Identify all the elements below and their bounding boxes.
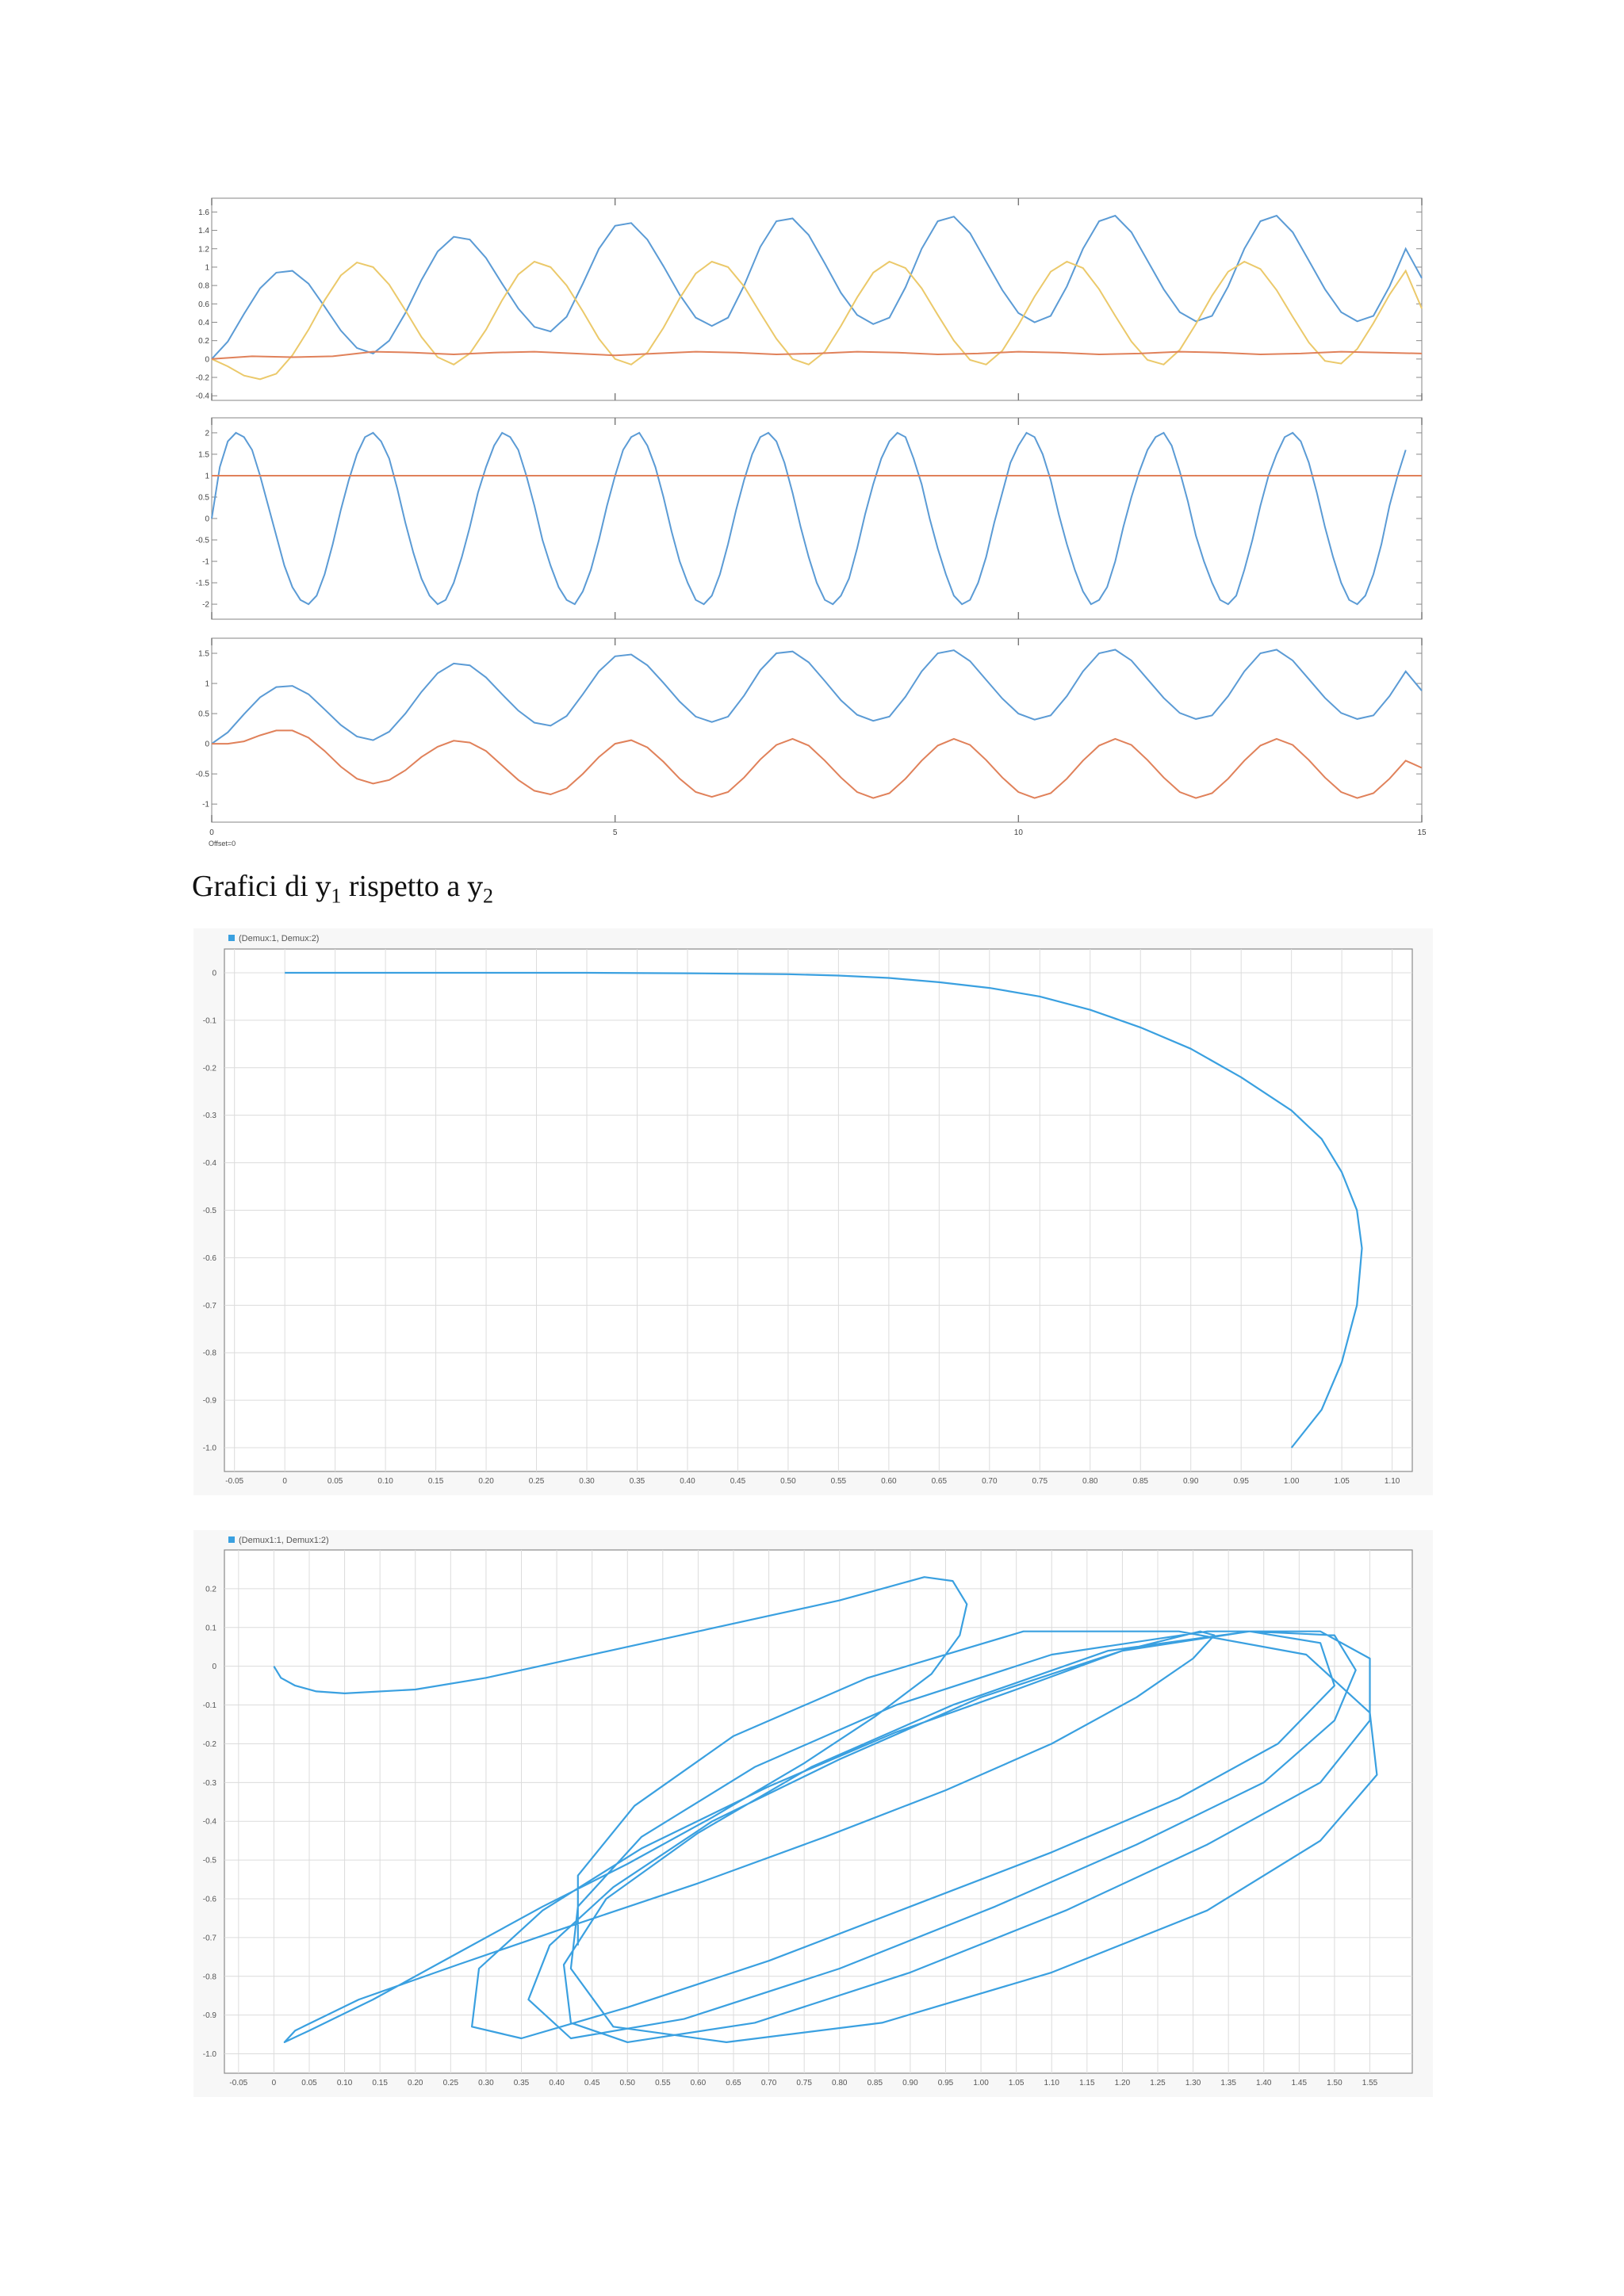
section-caption xyxy=(192,869,493,909)
x-tick-label: 1.10 xyxy=(1044,2079,1059,2087)
y-tick-label: 0 xyxy=(205,740,209,749)
y-tick-label: -0.7 xyxy=(202,1934,216,1943)
legend-swatch xyxy=(228,935,235,941)
y-tick-label: 1.6 xyxy=(198,208,209,217)
x-tick-label: -0.05 xyxy=(225,1477,244,1486)
x-tick-label: 10 xyxy=(1013,828,1023,837)
y-tick-label: -0.4 xyxy=(195,392,209,401)
x-tick-label: 0.70 xyxy=(760,2079,777,2087)
legend-label: (Demux:1, Demux:2) xyxy=(239,934,320,943)
x-tick-label: 0.95 xyxy=(1233,1477,1249,1486)
y-tick-label: 2 xyxy=(205,429,209,438)
x-tick-label: 0.85 xyxy=(1132,1477,1148,1486)
x-tick-label: 0.35 xyxy=(629,1477,645,1486)
y-tick-label: -1 xyxy=(202,800,209,809)
x-tick-label: 0.35 xyxy=(513,2079,530,2087)
x-tick-label: 1.55 xyxy=(1362,2079,1378,2087)
y-tick-label: -0.4 xyxy=(202,1159,216,1169)
x-tick-label: 0.90 xyxy=(902,2079,918,2087)
x-tick-label: 1.05 xyxy=(1334,1477,1350,1486)
y-tick-label: -0.2 xyxy=(202,1064,216,1073)
caption-prefix: Grafici di xyxy=(192,870,316,903)
x-tick-label: 1.50 xyxy=(1327,2079,1342,2087)
caption-var-1: y xyxy=(316,871,331,903)
x-tick-label: 5 xyxy=(612,828,618,837)
xy-graph-demux1-svg xyxy=(193,1530,1433,2097)
y-tick-label: -0.4 xyxy=(202,1817,216,1827)
scope-panel-frame xyxy=(212,198,1422,400)
y-tick-label: -0.3 xyxy=(202,1778,216,1788)
caption-var-2: y xyxy=(467,871,483,903)
x-tick-label: 1.25 xyxy=(1150,2079,1166,2087)
y-tick-label: 1 xyxy=(205,679,209,689)
x-tick-label: 0.30 xyxy=(579,1477,595,1486)
x-tick-label: 0.20 xyxy=(478,1477,494,1486)
x-tick-label: 1.40 xyxy=(1256,2079,1272,2087)
y-tick-label: 0 xyxy=(205,515,209,524)
y-tick-label: -1.0 xyxy=(202,1444,216,1453)
x-tick-label: 0.70 xyxy=(982,1477,998,1486)
x-tick-label: 1.00 xyxy=(1283,1477,1300,1486)
x-tick-label: 1.10 xyxy=(1384,1477,1400,1486)
y-tick-label: -0.5 xyxy=(195,536,209,545)
y-tick-label: 0.4 xyxy=(198,318,209,327)
x-tick-label: 1.00 xyxy=(973,2079,989,2087)
y-tick-label: 1.2 xyxy=(198,245,209,254)
x-tick-label: 1.45 xyxy=(1291,2079,1308,2087)
x-tick-label: 1.35 xyxy=(1220,2079,1236,2087)
x-tick-label: 1.05 xyxy=(1008,2079,1025,2087)
y-tick-label: -0.9 xyxy=(202,1396,216,1406)
x-tick-label: -0.05 xyxy=(229,2079,248,2087)
x-tick-label: 1.30 xyxy=(1185,2079,1201,2087)
y-tick-label: 0.1 xyxy=(205,1624,216,1633)
y-tick-label: -0.9 xyxy=(202,2011,216,2021)
plot-area xyxy=(224,1550,1412,2073)
x-tick-label: 0.65 xyxy=(931,1477,948,1486)
y-tick-label: -1 xyxy=(202,557,209,567)
x-tick-label: 0.15 xyxy=(427,1477,444,1486)
y-tick-label: -1.0 xyxy=(202,2050,216,2060)
x-tick-label: 0.40 xyxy=(680,1477,695,1486)
y-tick-label: -0.8 xyxy=(202,1973,216,1982)
y-tick-label: 1 xyxy=(205,472,209,481)
y-tick-label: 0.2 xyxy=(198,337,209,346)
y-tick-label: -0.5 xyxy=(195,770,209,779)
x-tick-label: 0.55 xyxy=(830,1477,847,1486)
y-tick-label: 1.4 xyxy=(198,227,209,236)
x-tick-label: 0.55 xyxy=(655,2079,671,2087)
x-tick-label: 0.45 xyxy=(730,1477,746,1486)
caption-sub-2: 2 xyxy=(482,884,493,908)
x-tick-label: 0.65 xyxy=(726,2079,741,2087)
y-tick-label: 0.8 xyxy=(198,281,209,291)
y-tick-label: -0.5 xyxy=(202,1856,216,1866)
x-tick-label: 0.80 xyxy=(832,2079,848,2087)
x-tick-label: 15 xyxy=(1417,828,1427,837)
legend-label: (Demux1:1, Demux1:2) xyxy=(239,1536,329,1545)
scope-panel-frame xyxy=(212,638,1422,822)
y-tick-label: -0.6 xyxy=(202,1253,216,1263)
legend-swatch xyxy=(228,1536,235,1543)
x-tick-label: 0 xyxy=(282,1477,287,1486)
x-tick-label: 0.80 xyxy=(1082,1477,1098,1486)
x-tick-label: 0.75 xyxy=(796,2079,812,2087)
x-tick-label: 0.60 xyxy=(881,1477,897,1486)
x-tick-label: 0.50 xyxy=(780,1477,796,1486)
caption-middle: rispetto a xyxy=(341,870,468,903)
y-tick-label: 1.5 xyxy=(198,649,209,659)
x-tick-label: 1.20 xyxy=(1114,2079,1131,2087)
y-tick-label: 0.5 xyxy=(198,493,209,503)
x-tick-label: 1.15 xyxy=(1079,2079,1095,2087)
y-tick-label: -0.8 xyxy=(202,1349,216,1358)
time-scope-chart xyxy=(195,194,1435,868)
y-tick-label: 0.5 xyxy=(198,710,209,719)
xy-graph-demux1 xyxy=(193,1530,1433,2097)
x-tick-label: 0.30 xyxy=(478,2079,494,2087)
x-tick-label: 0.25 xyxy=(442,2079,459,2087)
x-tick-label: 0.45 xyxy=(584,2079,600,2087)
x-tick-label: 0 xyxy=(271,2079,277,2087)
y-tick-label: -0.2 xyxy=(202,1739,216,1749)
x-tick-label: 0.10 xyxy=(336,2079,353,2087)
x-tick-label: 0.05 xyxy=(301,2079,317,2087)
x-tick-label: 0.90 xyxy=(1182,1477,1199,1486)
xy-graph-demux xyxy=(193,928,1433,1495)
y-tick-label: 0 xyxy=(205,355,209,365)
x-tick-label: 0.25 xyxy=(528,1477,545,1486)
x-tick-label: 0.40 xyxy=(549,2079,565,2087)
y-tick-label: 0.6 xyxy=(198,300,209,309)
y-tick-label: -0.1 xyxy=(202,1016,216,1026)
y-tick-label: 0 xyxy=(212,969,216,978)
x-tick-label: 0.60 xyxy=(690,2079,707,2087)
x-tick-label: 0.10 xyxy=(377,1477,393,1486)
scope-panel-frame xyxy=(212,418,1422,619)
y-tick-label: -0.6 xyxy=(202,1895,216,1904)
x-tick-label: 0.85 xyxy=(867,2079,883,2087)
x-tick-label: 0.05 xyxy=(327,1477,343,1486)
y-tick-label: 1 xyxy=(205,263,209,273)
x-tick-label: 0 xyxy=(209,828,214,837)
x-tick-label: 0.75 xyxy=(1032,1477,1048,1486)
x-tick-label: 0.50 xyxy=(619,2079,635,2087)
caption-sub-1: 1 xyxy=(331,884,342,908)
y-tick-label: -0.5 xyxy=(202,1207,216,1215)
y-tick-label: 1.5 xyxy=(198,450,209,460)
y-tick-label: -1.5 xyxy=(195,579,209,588)
y-tick-label: 0.2 xyxy=(205,1585,216,1594)
x-tick-label: 0.20 xyxy=(408,2079,423,2087)
y-tick-label: -0.2 xyxy=(195,373,209,383)
y-tick-label: -0.1 xyxy=(202,1701,216,1711)
offset-label: Offset=0 xyxy=(209,840,236,848)
xy-graph-demux-svg xyxy=(193,928,1433,1495)
y-tick-label: -0.7 xyxy=(202,1301,216,1311)
y-tick-label: 0 xyxy=(212,1663,216,1672)
x-tick-label: 0.15 xyxy=(372,2079,388,2087)
x-tick-label: 0.95 xyxy=(937,2079,954,2087)
y-tick-label: -0.3 xyxy=(202,1112,216,1121)
y-tick-label: -2 xyxy=(202,600,209,610)
